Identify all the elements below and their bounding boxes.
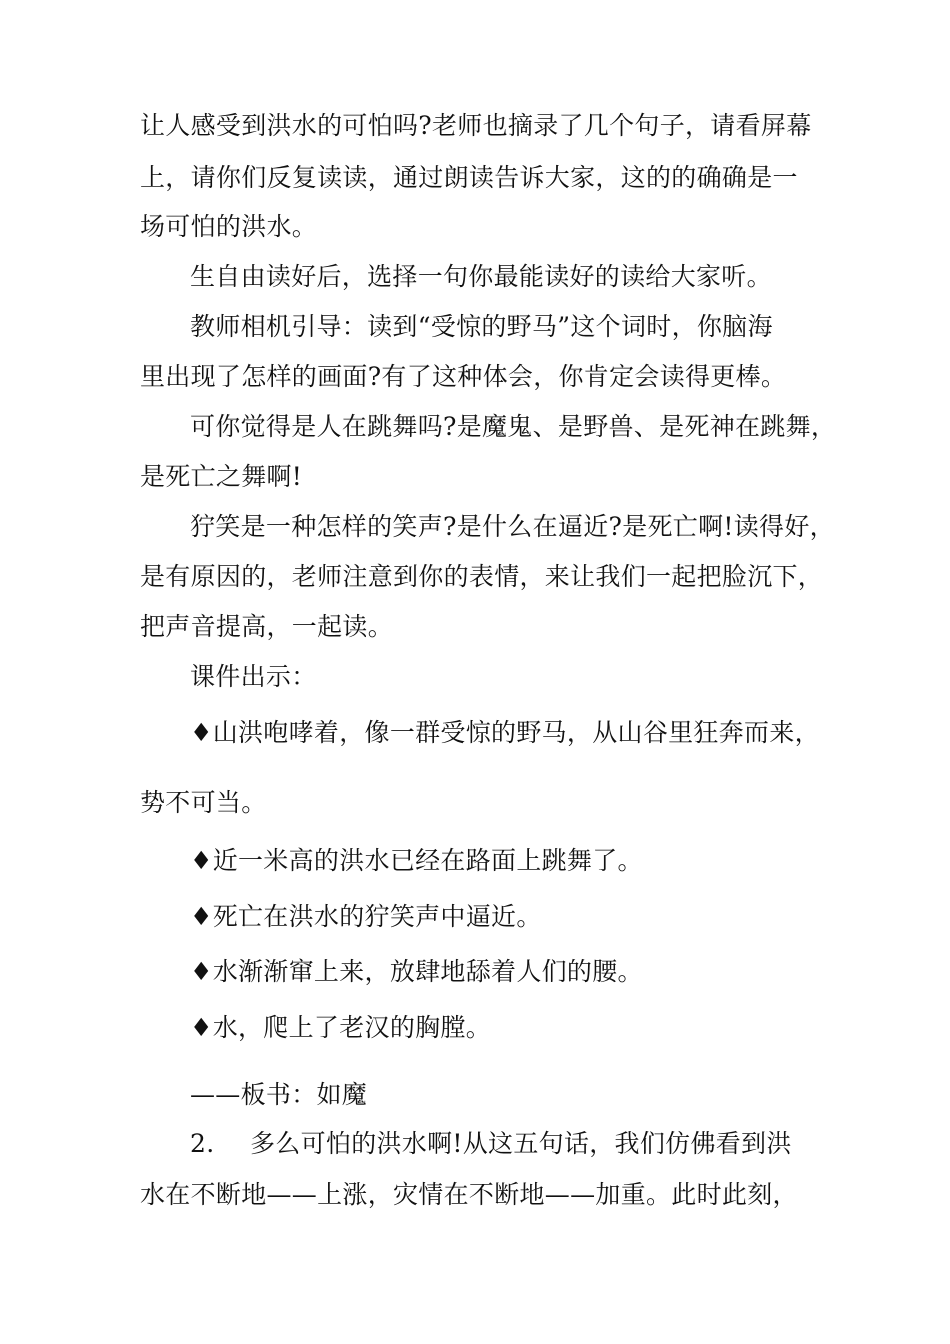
paragraph-line: 教师相机引导：读到“受惊的野马”这个词时，你脑海 [190,312,773,341]
paragraph-line: 狞笑是一种怎样的笑声?是什么在逼近?是死亡啊!读得好， [190,512,835,541]
paragraph-line: 生自由读好后，选择一句你最能读好的读给大家听。 [190,262,772,291]
item-number: 2. [190,1129,215,1158]
bullet-item: ♦水渐渐窜上来，放肆地舔着人们的腰。 [190,957,643,986]
bullet-item: ♦近一米高的洪水已经在路面上跳舞了。 [190,846,643,875]
section-label: 课件出示： [190,662,317,691]
paragraph-line: 把声音提高，一起读。 [140,612,394,641]
blackboard-note: ——板书：如魔 [190,1080,368,1109]
numbered-paragraph [190,1128,792,1160]
paragraph-line: 上，请你们反复读读，通过朗读告诉大家，这的的确确是一 [140,163,798,192]
paragraph-line: 场可怕的洪水。 [140,212,318,241]
bullet-item: ♦水，爬上了老汉的胸膛。 [190,1013,492,1042]
bullet-item: ♦山洪咆哮着，像一群受惊的野马，从山谷里狂奔而来， [190,718,820,747]
paragraph-text: 多么可怕的洪水啊!从这五句话，我们仿佛看到洪 [250,1129,792,1158]
paragraph-line: 水在不断地——上涨，灾情在不断地——加重。此时此刻， [140,1180,798,1209]
paragraph-line: 可你觉得是人在跳舞吗?是魔鬼、是野兽、是死神在跳舞， [190,412,837,441]
bullet-item-continuation: 势不可当。 [140,788,267,817]
paragraph-line: 让人感受到洪水的可怕吗?老师也摘录了几个句子，请看屏幕 [140,111,812,140]
paragraph-line: 是有原因的，老师注意到你的表情，来让我们一起把脸沉下， [140,562,824,591]
bullet-item: ♦死亡在洪水的狞笑声中逼近。 [190,902,542,931]
paragraph-line: 里出现了怎样的画面?有了这种体会，你肯定会读得更棒。 [140,362,787,391]
paragraph-line: 是死亡之舞啊! [140,462,303,491]
